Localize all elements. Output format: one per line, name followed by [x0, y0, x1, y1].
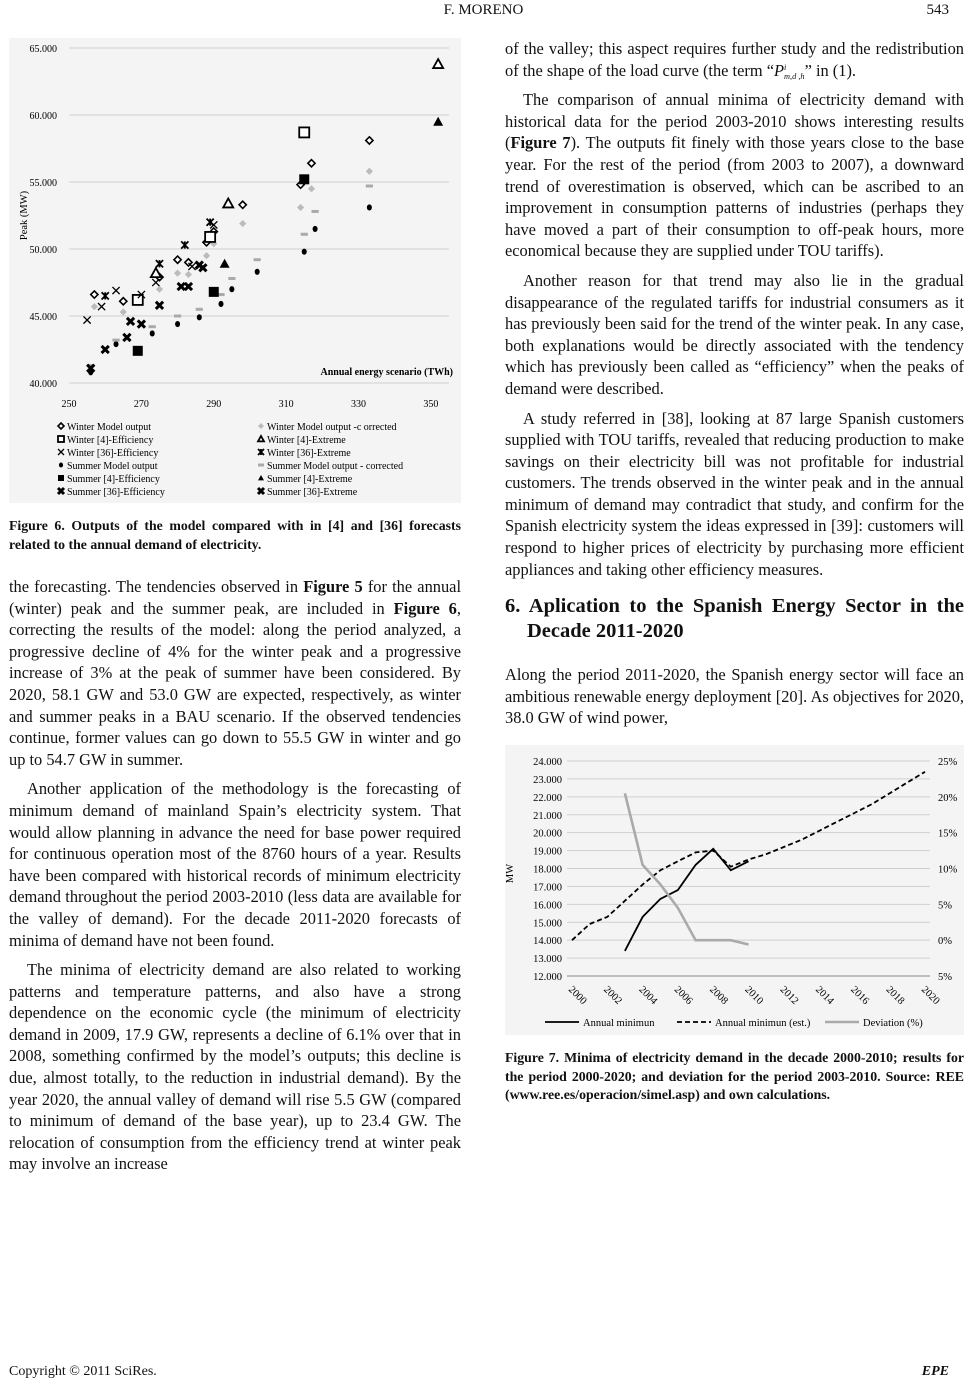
y-tick-label: 60.000 [29, 111, 57, 122]
y2-tick-label: 10% [938, 864, 958, 876]
data-point [156, 260, 163, 267]
axis-annotation: Annual energy scenario (TWh) [320, 367, 453, 378]
marker-shape [112, 339, 119, 342]
para-text: the forecasting. The tendencies observed in [9, 577, 304, 596]
y-tick-label: 50.000 [29, 245, 57, 256]
y-tick-label: 13.000 [533, 954, 562, 966]
marker-shape [239, 201, 246, 208]
y-tick-label: 12.000 [533, 972, 562, 984]
data-point [83, 316, 90, 323]
para-text: Another reason for that trend may also lie in the gradual disappearance of the regulated tariffs for industrial consumers as it has previously been said for the trend of the winter peak. In any case, both explanations would be directly associated with the tendency which has previously been called as “efficiency” when the peaks of demand were described. [505, 270, 964, 398]
section-body-text [505, 664, 964, 729]
data-point [156, 286, 163, 293]
marker-shape [156, 286, 163, 293]
legend-marker [58, 423, 64, 429]
figure-7-caption: Figure 7. Minima of electricity demand in the decade 2000-2010; results for the period 2000-2020; and deviation for the period 2003-2010. Source: REE (www.ree.es/operacion/simel.asp) and own calculations. [505, 1050, 964, 1103]
figure-reference: Figure 5 [303, 577, 363, 596]
paragraph [505, 270, 964, 400]
legend [58, 422, 403, 498]
page-number: 543 [926, 2, 949, 18]
y-tick-label: 20.000 [533, 828, 562, 840]
marker-shape [120, 308, 127, 315]
marker-shape [174, 315, 181, 318]
marker-shape [174, 256, 181, 263]
y-tick-label: 24.000 [533, 757, 562, 769]
data-point [188, 263, 195, 270]
data-point [209, 287, 219, 297]
marker-shape [258, 436, 264, 441]
marker-shape [302, 249, 307, 255]
equation-superscript: i [783, 62, 787, 72]
legend-marker [258, 423, 264, 429]
series-x-heavy [87, 264, 206, 372]
marker-shape [196, 308, 203, 311]
marker-shape [114, 341, 119, 347]
para-text: , correcting the results of the model: along the period analyzed, a progressive decline of 4% for the winter peak and a progressive increase of 3% at the peak of summer have been considered. By 2020, 58.1 GW and 53.0 GW are expected, respectively, as winter and summer peaks in a BAU scenario. If the observed tendencies continue, former values can go down to 55.5 GW in winter and go up to 54.7 GW in summer. [9, 598, 461, 769]
x-tick-label: 310 [278, 399, 294, 410]
legend-marker [258, 436, 264, 441]
data-point [239, 220, 246, 227]
data-point [366, 185, 373, 188]
data-point [133, 346, 143, 356]
marker-shape [308, 185, 315, 192]
data-point [127, 318, 134, 325]
para-text: Along the period 2011-2020, the Spanish energy sector will face an ambitious renewable energy deployment [20]. As objectives for 2020, 38.0 GW of wind power, [505, 665, 964, 728]
marker-shape [258, 423, 264, 429]
y-tick-label: 19.000 [533, 846, 562, 858]
figure-7-chart [505, 745, 964, 1035]
data-point [102, 346, 109, 353]
marker-shape [152, 279, 159, 286]
marker-shape [255, 269, 260, 275]
marker-shape [181, 241, 188, 248]
y-axis-label: Peak (MW) [19, 190, 30, 241]
legend-label: Summer [4]-Extreme [267, 474, 353, 485]
data-point [311, 210, 318, 213]
marker-shape [102, 346, 109, 353]
marker-shape [185, 271, 192, 278]
data-point [313, 226, 318, 232]
y2-tick-label: 25% [938, 757, 958, 769]
y-tick-label: 14.000 [533, 936, 562, 948]
para-text: for the annual (winter) peak and the summer peak, are included in [9, 577, 461, 618]
marker-shape [156, 260, 163, 267]
y-tick-label: 17.000 [533, 882, 562, 894]
legend-label: Summer [4]-Efficiency [67, 474, 160, 485]
data-point [174, 315, 181, 318]
data-point [152, 279, 159, 286]
marker-shape [366, 137, 373, 144]
marker-shape [138, 320, 145, 327]
x-tick-label: 270 [133, 399, 149, 410]
left-column [9, 38, 461, 1183]
data-point [299, 127, 309, 137]
equation-symbol: P [773, 60, 784, 80]
legend-label: Summer [36]-Efficiency [67, 487, 165, 498]
marker-shape [123, 334, 130, 341]
data-point [433, 117, 443, 126]
paragraph [9, 778, 461, 951]
marker-shape [102, 292, 109, 299]
legend-marker [58, 449, 64, 455]
para-text: The comparison of annual minima of electricity demand with historical data for the period 2003-2010 shows interesting results ( [505, 90, 964, 153]
paragraph-continuation [505, 38, 964, 81]
legend-marker [258, 449, 264, 455]
data-point [123, 334, 130, 341]
marker-shape [197, 314, 202, 320]
data-point [367, 204, 372, 210]
marker-shape [175, 321, 180, 327]
legend-marker [58, 436, 64, 442]
data-point [138, 320, 145, 327]
marker-shape [58, 423, 64, 429]
data-point [120, 308, 127, 315]
legend-label: Winter [36]-Extreme [267, 448, 351, 459]
marker-shape [258, 488, 264, 494]
marker-shape [299, 174, 309, 184]
data-point [223, 198, 233, 207]
data-point [203, 252, 210, 259]
legend-marker [258, 464, 264, 467]
data-point [207, 219, 214, 226]
marker-shape [112, 287, 119, 294]
marker-shape [209, 287, 219, 297]
marker-shape [150, 330, 155, 336]
x-tick-label: 2010 [742, 984, 766, 1008]
gridlines [69, 48, 449, 383]
data-point [174, 270, 181, 277]
marker-shape [299, 127, 309, 137]
figure-6-caption: Figure 6. Outputs of the model compared with in [4] and [36] forecasts related to the annual demand of electricity. [9, 518, 461, 552]
y-tick-label: 18.000 [533, 864, 562, 876]
footer-journal: EPE [921, 1364, 949, 1379]
data-point [301, 233, 308, 236]
marker-shape [366, 185, 373, 188]
legend-label: Winter [36]-Efficiency [67, 448, 159, 459]
y2-tick-label: 5% [938, 972, 952, 984]
running-header-author: F. MORENO [443, 2, 524, 18]
x-tick-label: 2006 [671, 984, 695, 1008]
marker-shape [185, 283, 192, 290]
data-point [302, 249, 307, 255]
para-text: ” in (1). [804, 60, 857, 80]
y2-tick-label: 5% [938, 900, 952, 912]
marker-shape [133, 295, 143, 305]
equation-subscript: m,d ,h [783, 71, 805, 81]
data-point [114, 341, 119, 347]
data-point [239, 201, 246, 208]
marker-shape [91, 291, 98, 298]
series-dot [88, 204, 372, 375]
data-point [205, 232, 215, 242]
y2-tick-label: 20% [938, 792, 958, 804]
x-tick-label: 2018 [883, 984, 907, 1008]
marker-shape [127, 318, 134, 325]
marker-shape [188, 263, 195, 270]
data-point [112, 287, 119, 294]
data-point [102, 292, 109, 299]
legend-marker [258, 488, 264, 494]
marker-shape [220, 259, 230, 268]
marker-shape [218, 301, 223, 307]
section-number: 6. [505, 595, 521, 618]
marker-shape [203, 252, 210, 259]
marker-shape [207, 219, 214, 226]
legend-label: Summer [36]-Extreme [267, 487, 358, 498]
marker-shape [258, 475, 264, 480]
data-point [297, 204, 304, 211]
marker-shape [229, 286, 234, 292]
legend-label: Winter Model output -c orrected [267, 422, 397, 433]
x-tick-label: 330 [351, 399, 367, 410]
section-title: Aplication to the Spanish Energy Sector in the Decade 2011-2020 [527, 595, 964, 643]
marker-shape [178, 283, 185, 290]
data-point [91, 303, 98, 310]
series-triangle [220, 117, 444, 268]
series-x-heavy [127, 261, 203, 324]
marker-shape [149, 325, 156, 328]
para-text: Another application of the methodology is the forecasting of minimum demand of mainland Spain’s electricity system. That would allow planning in advance the need for base power required for continuous operation most of the 8760 hours of a year. Results have been compared with historical records of minimum electricity demand throughout the period 2003-2010 (less data are available for the valley of demand). For the decade 2011-2020 forecasts of minima of demand have not been found. [9, 779, 461, 950]
y-tick-label: 21.000 [533, 810, 562, 822]
marker-shape [228, 277, 235, 280]
right-column [505, 38, 964, 1113]
legend-marker [58, 475, 64, 481]
legend-label: Annual minimun [583, 1018, 655, 1030]
data-point [185, 271, 192, 278]
left-body-text [9, 576, 461, 1175]
marker-shape [58, 488, 64, 494]
data-point [197, 314, 202, 320]
data-point [308, 160, 315, 167]
marker-shape [301, 233, 308, 236]
legend-marker [58, 488, 64, 494]
y-tick-label: 22.000 [533, 792, 562, 804]
data-point [433, 59, 443, 68]
data-point [185, 283, 192, 290]
series-lines [572, 772, 925, 951]
data-point [150, 330, 155, 336]
marker-shape [308, 160, 315, 167]
data-point [149, 325, 156, 328]
marker-shape [59, 462, 63, 467]
figure-6-chart [9, 38, 461, 503]
marker-shape [58, 475, 64, 481]
data-point [366, 168, 373, 175]
data-point [181, 241, 188, 248]
y-tick-label: 55.000 [29, 178, 57, 189]
paragraph [9, 959, 461, 1175]
marker-shape [91, 303, 98, 310]
footer-copyright: Copyright © 2011 SciRes. [9, 1364, 157, 1379]
x-tick-label: 2012 [777, 984, 801, 1008]
data-point [220, 259, 230, 268]
y2-tick-label: 15% [938, 828, 958, 840]
legend-label: Deviation (%) [863, 1018, 923, 1030]
data-point [255, 269, 260, 275]
para-text: A study referred in [38], looking at 87 large Spanish customers supplied with TOU tariffs, revealed that reducing production to make savings on their electricity bill was not profitable for industrial customers. The trends observed in the winter peak and in the annual minimum of demand may contradict that study, and confirm for the Spanish electricity system the ideas expressed in [39]: customers will respond to higher prices of electricity by purchasing more efficient appliances and taking other efficiency measures. [505, 408, 964, 579]
series-diamond [91, 168, 373, 316]
data-point [175, 321, 180, 327]
x-tick-label: 2004 [636, 984, 660, 1008]
marker-shape [254, 258, 261, 261]
marker-shape [58, 436, 64, 442]
data-point [366, 137, 373, 144]
marker-shape [58, 449, 64, 455]
y-tick-label: 16.000 [533, 900, 562, 912]
data-point [196, 308, 203, 311]
x-tick-label: 2020 [918, 984, 942, 1008]
legend-label: Annual minimun (est.) [715, 1018, 811, 1030]
legend [545, 1018, 923, 1029]
legend-label: Summer Model output - corrected [267, 461, 404, 472]
legend-label: Winter Model output [67, 422, 152, 433]
data-point [218, 301, 223, 307]
section-heading [505, 594, 964, 644]
marker-shape [133, 346, 143, 356]
figure-reference: Figure 6 [393, 598, 457, 618]
y-tick-label: 15.000 [533, 918, 562, 930]
legend-marker [258, 475, 264, 480]
y-tick-label: 65.000 [29, 44, 57, 55]
series-triangle-open [151, 59, 443, 277]
legend-label: Summer Model output [67, 461, 158, 472]
marker-shape [98, 303, 105, 310]
figure-7 [505, 745, 964, 1035]
marker-shape [367, 204, 372, 210]
legend-label: Winter [4]-Efficiency [67, 435, 154, 446]
x-tick-label: 2014 [812, 984, 836, 1008]
y2-tick-label: 0% [938, 936, 952, 948]
data-point [120, 298, 127, 305]
y-axis-label: MW [505, 863, 516, 884]
data-point [228, 277, 235, 280]
equation-term [774, 61, 805, 80]
para-text: ). The outputs fit finely with those years close to the base year. For the rest of the period (from 2003 to 2007), a downward trend of overestimation is observed, which can be ascribed to an improvement in consumption patterns of industries (perhaps they have moved a part of their consumption to off-peak hours, more economical because they are supplied under TOU tariffs). [505, 133, 964, 261]
data-point [308, 185, 315, 192]
y-tick-label: 23.000 [533, 774, 562, 786]
marker-shape [223, 198, 233, 207]
x-tick-label: 250 [61, 399, 77, 410]
marker-shape [366, 168, 373, 175]
marker-shape [174, 270, 181, 277]
x-tick-label: 2016 [848, 984, 871, 1008]
y-tick-label: 40.000 [29, 379, 57, 390]
paragraph [505, 408, 964, 581]
x-tick-label: 2000 [565, 984, 589, 1008]
data-point [156, 302, 163, 309]
data-point [98, 303, 105, 310]
marker-shape [433, 117, 443, 126]
data-point [229, 286, 234, 292]
marker-shape [313, 226, 318, 232]
marker-shape [239, 220, 246, 227]
marker-shape [311, 210, 318, 213]
data-point [254, 258, 261, 261]
data-point [174, 256, 181, 263]
marker-shape [258, 464, 264, 467]
data-point [299, 174, 309, 184]
paragraph [9, 576, 461, 770]
paragraph [505, 89, 964, 262]
para-text: The minima of electricity demand are also related to working patterns and temperature patterns, and also have a strong dependence on the economic cycle (the minimum of electricity demand in 2009, 17.9 GW, represents a decline of 6.1% over that in 2008, something confirmed by the model’s outputs; this decline is due, almost totally, to the reduction in industrial demand). By the year 2020, the annual valley of demand will rise 5.5 GW (compared to minimum of demand of the base year), up to 23.4 GW. The relocation of consumption from the efficiency trend at winter peak may involve an increase [9, 960, 461, 1174]
marker-shape [120, 298, 127, 305]
figure-6 [9, 38, 461, 503]
data-point [133, 295, 143, 305]
marker-shape [156, 302, 163, 309]
y-tick-label: 45.000 [29, 312, 57, 323]
legend-marker [59, 462, 63, 467]
data-point [91, 291, 98, 298]
x-tick-label: 2008 [707, 984, 730, 1008]
x-tick-label: 290 [206, 399, 222, 410]
para-text: of the valley; this aspect requires further study and the redistribution of the shape of the load curve (the term “ [505, 39, 964, 80]
legend-label: Winter [4]-Extreme [267, 435, 346, 446]
marker-shape [297, 204, 304, 211]
data-point [151, 268, 161, 277]
paragraph [505, 664, 964, 729]
marker-shape [433, 59, 443, 68]
figure-reference: Figure 7 [510, 133, 571, 153]
x-tick-label: 2002 [601, 984, 624, 1008]
data-points [83, 59, 443, 375]
x-tick-label: 350 [423, 399, 439, 410]
marker-shape [205, 232, 215, 242]
marker-shape [258, 449, 264, 455]
data-point [178, 283, 185, 290]
marker-shape [83, 316, 90, 323]
marker-shape [151, 268, 161, 277]
data-point [112, 339, 119, 342]
right-body-text [505, 89, 964, 580]
